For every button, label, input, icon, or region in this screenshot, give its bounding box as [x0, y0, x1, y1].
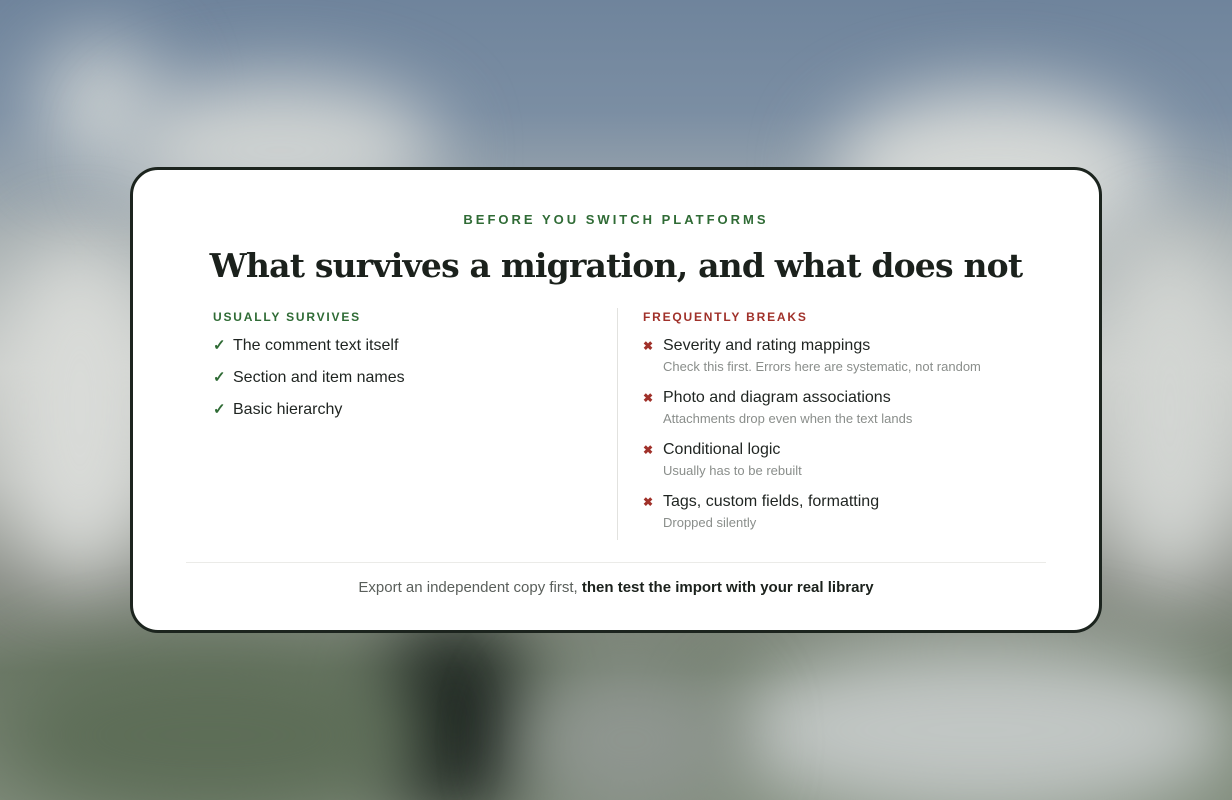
- breaks-item-note: Attachments drop even when the text lands: [663, 411, 913, 426]
- footer-emphasis: then test the import with your real library: [581, 579, 874, 596]
- checkmark-icon: ✓: [213, 369, 226, 386]
- breaks-item-note: Usually has to be rebuilt: [663, 463, 802, 478]
- breaks-heading: FREQUENTLY BREAKS: [643, 310, 808, 324]
- survives-item: [213, 368, 613, 400]
- survives-item: [213, 400, 613, 432]
- breaks-column: [643, 310, 1073, 544]
- survives-item: [213, 336, 613, 368]
- survives-item-label: Basic hierarchy: [233, 401, 343, 418]
- breaks-item: [643, 492, 1073, 544]
- cross-icon: ✖: [643, 339, 654, 353]
- card-title: What survives a migration, and what does not: [209, 246, 1023, 285]
- cross-icon: ✖: [643, 391, 654, 405]
- survives-item-label: The comment text itself: [233, 337, 399, 354]
- checkmark-icon: ✓: [213, 401, 226, 418]
- breaks-item-label: Conditional logic: [663, 441, 781, 458]
- breaks-item: [643, 440, 1073, 492]
- column-divider: [617, 308, 618, 540]
- breaks-item: [643, 336, 1073, 388]
- breaks-item-label: Tags, custom fields, formatting: [663, 493, 880, 510]
- breaks-item: [643, 388, 1073, 440]
- eyebrow-label: BEFORE YOU SWITCH PLATFORMS: [463, 212, 769, 227]
- breaks-item-label: Severity and rating mappings: [663, 337, 871, 354]
- breaks-item-label: Photo and diagram associations: [663, 389, 891, 406]
- cross-icon: ✖: [643, 495, 654, 509]
- checkmark-icon: ✓: [213, 337, 226, 354]
- breaks-item-note: Dropped silently: [663, 515, 757, 530]
- survives-item-label: Section and item names: [233, 369, 405, 386]
- migration-card: [130, 167, 1102, 633]
- footer-lead: Export an independent copy first,: [358, 579, 582, 596]
- survives-heading: USUALLY SURVIVES: [213, 310, 361, 324]
- breaks-item-note: Check this first. Errors here are systematic, not random: [663, 359, 981, 374]
- footer-note: [133, 579, 1099, 596]
- survives-column: [213, 310, 613, 432]
- footer-divider: [186, 562, 1046, 563]
- cross-icon: ✖: [643, 443, 654, 457]
